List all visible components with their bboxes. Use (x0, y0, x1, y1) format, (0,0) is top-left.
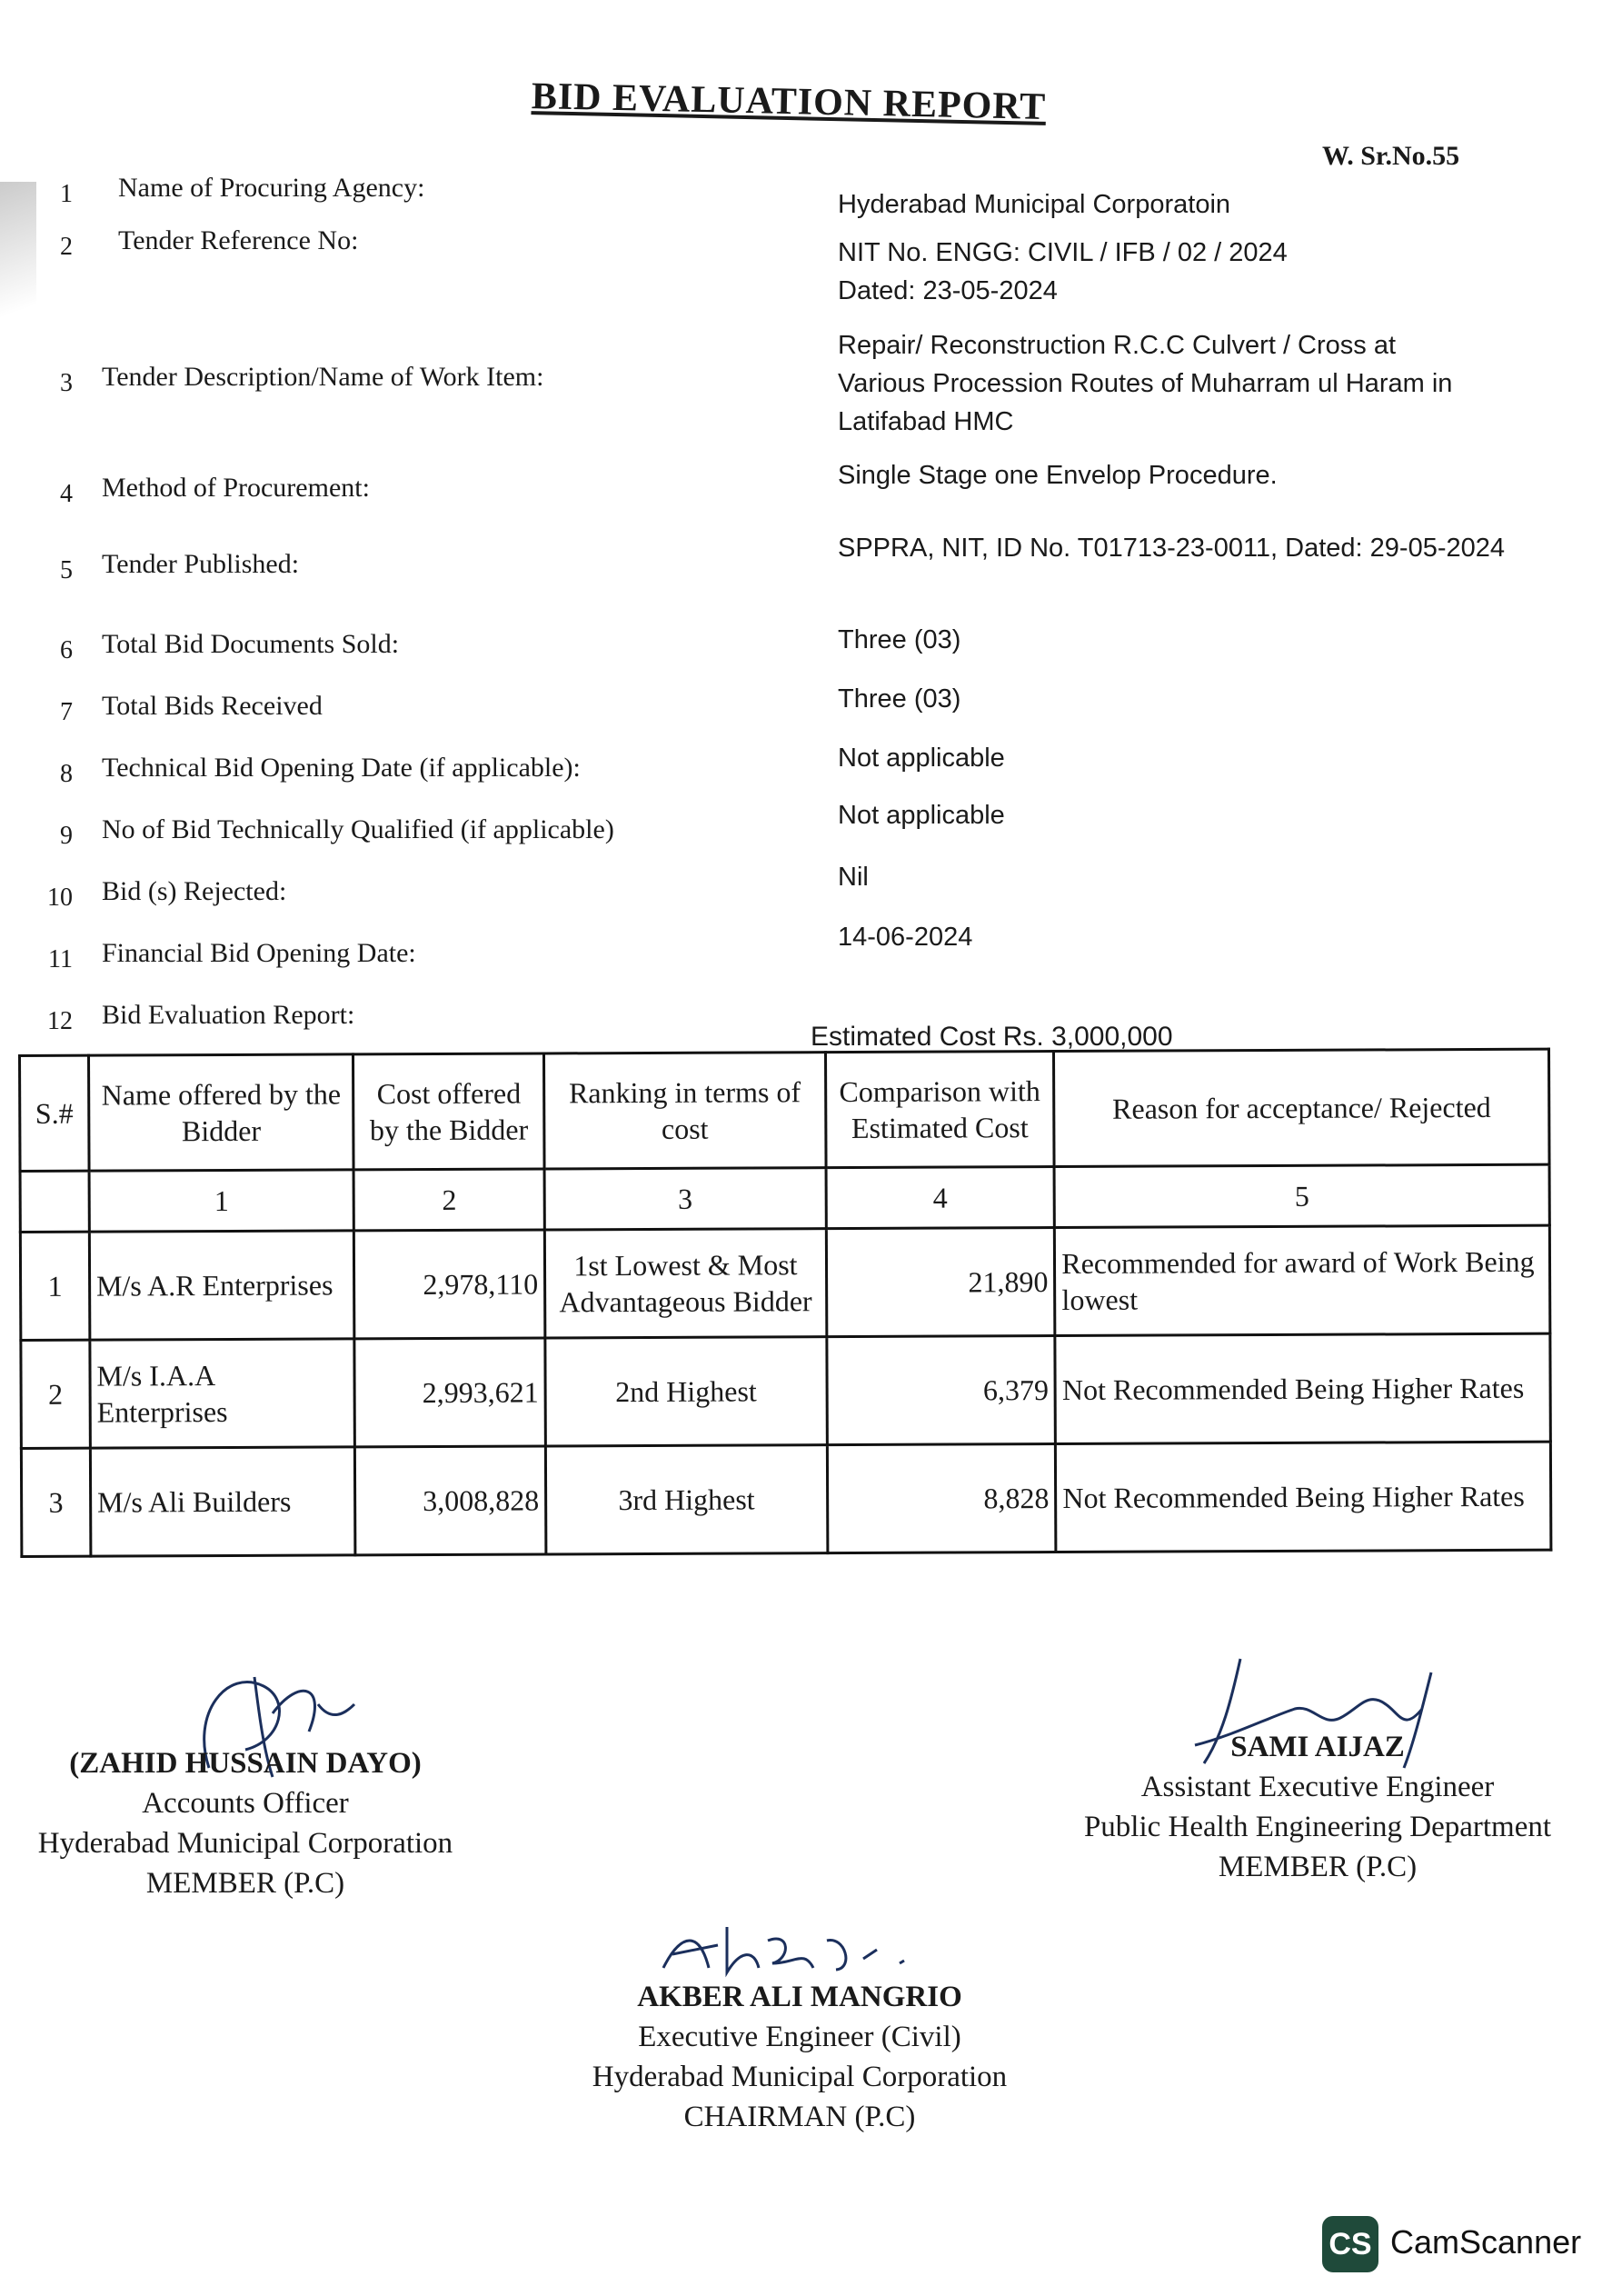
signatory-right-org: Public Health Engineering Department (1083, 1811, 1552, 1843)
item-label: Total Bid Documents Sold: (102, 629, 400, 659)
item-label: Tender Published: (102, 549, 300, 579)
bid-table-index-row (20, 1164, 1549, 1232)
item-number: 9 (60, 822, 73, 850)
item-value: Repair/ Reconstruction R.C.C Culvert / Cross at (838, 331, 1397, 360)
header-reason: Reason for acceptance/ Rejected (1054, 1049, 1549, 1166)
table-row (21, 1442, 1551, 1556)
signatory-right-title: Assistant Executive Engineer (1140, 1771, 1495, 1803)
item-number: 8 (60, 760, 73, 788)
item-label: Total Bids Received (102, 691, 323, 721)
signatory-left-name: (ZAHID HUSSAIN DAYO) (69, 1747, 422, 1780)
header-sn: S.# (20, 1055, 89, 1171)
signatory-right-role: MEMBER (P.C) (1218, 1851, 1418, 1883)
row-ranking: 2nd Highest (545, 1337, 827, 1446)
item-number: 6 (60, 636, 73, 664)
row-sn: 1 (20, 1232, 89, 1340)
signatory-center-org: Hyderabad Municipal Corporation (592, 2061, 1008, 2093)
signatory-center-role: CHAIRMAN (P.C) (683, 2101, 916, 2133)
item-number: 2 (60, 233, 73, 261)
item-value: NIT No. ENGG: CIVIL / IFB / 02 / 2024 (838, 238, 1288, 267)
row-cost: 2,978,110 (354, 1230, 545, 1339)
bid-table (18, 1048, 1552, 1558)
item-label: Bid (s) Rejected: (102, 876, 287, 906)
header-cost: Cost offered by the Bidder (353, 1053, 544, 1170)
item-value: 14-06-2024 (838, 923, 973, 952)
row-bidder-name: M/s Ali Builders (90, 1447, 355, 1556)
signatory-right (1036, 1727, 1599, 1887)
item-value: Latifabad HMC (838, 407, 1014, 436)
row-cost: 2,993,621 (354, 1338, 545, 1447)
signatory-center-title: Executive Engineer (Civil) (638, 2021, 961, 2053)
header-comparison: Comparison with Estimated Cost (825, 1052, 1054, 1168)
table-row (20, 1225, 1550, 1340)
item-number: 10 (47, 883, 73, 912)
item-number: 4 (60, 480, 73, 508)
item-number: 5 (60, 556, 73, 584)
item-label: No of Bid Technically Qualified (if applicable) (102, 814, 614, 844)
camscanner-logo-icon: CS (1322, 2216, 1378, 2272)
row-reason: Not Recommended Being Higher Rates (1056, 1442, 1551, 1552)
item-number: 12 (47, 1007, 73, 1035)
item-label: Tender Description/Name of Work Item: (102, 362, 544, 392)
row-bidder-name: M/s A.R Enterprises (89, 1231, 354, 1340)
row-comparison: 6,379 (827, 1336, 1056, 1445)
row-sn: 3 (21, 1448, 90, 1556)
index-cell: 1 (89, 1170, 354, 1232)
estimated-cost: Estimated Cost Rs. 3,000,000 (811, 1022, 1173, 1052)
index-cell: 5 (1054, 1164, 1549, 1227)
item-number: 11 (48, 945, 73, 973)
row-comparison: 21,890 (826, 1228, 1055, 1337)
item-value: Three (03) (838, 625, 961, 654)
item-number: 1 (60, 180, 73, 208)
report-title: BID EVALUATION REPORT (531, 75, 1047, 128)
item-label: Financial Bid Opening Date: (102, 938, 416, 968)
signatory-left-org: Hyderabad Municipal Corporation (37, 1827, 453, 1860)
item-value: Nil (838, 863, 869, 892)
index-cell: 4 (826, 1167, 1055, 1229)
header-bidder-name: Name offered by the Bidder (88, 1054, 353, 1171)
row-reason: Recommended for award of Work Being lowest (1055, 1225, 1550, 1335)
signatory-left-role: MEMBER (P.C) (145, 1867, 345, 1900)
row-ranking: 3rd Highest (545, 1445, 827, 1554)
row-cost: 3,008,828 (355, 1446, 546, 1555)
signature-center-scribble (654, 1913, 945, 1986)
item-value: Various Procession Routes of Muharram ul Haram in (838, 369, 1453, 398)
item-value: Dated: 23-05-2024 (838, 276, 1058, 305)
row-comparison: 8,828 (827, 1444, 1056, 1553)
scan-footer (0, 2154, 1622, 2296)
header-ranking: Ranking in terms of cost (544, 1053, 826, 1169)
item-number: 3 (60, 369, 73, 397)
page-edge-shadow (0, 182, 36, 364)
row-bidder-name: M/s I.A.A Enterprises (90, 1339, 355, 1448)
item-value: Hyderabad Municipal Corporatoin (838, 190, 1231, 219)
row-reason: Not Recommended Being Higher Rates (1055, 1333, 1550, 1443)
item-value: SPPRA, NIT, ID No. T01713-23-0011, Dated: 29-05-2024 (838, 534, 1506, 563)
row-sn: 2 (21, 1340, 90, 1448)
signatory-left-title: Accounts Officer (142, 1787, 349, 1820)
item-label: Tender Reference No: (118, 225, 359, 255)
item-label: Technical Bid Opening Date (if applicable): (102, 753, 581, 783)
index-cell: 2 (353, 1169, 544, 1231)
signatory-center-name: AKBER ALI MANGRIO (637, 1981, 962, 2013)
item-value: Not applicable (838, 744, 1005, 773)
bid-table-header (20, 1049, 1550, 1171)
serial-number: W. Sr.No.55 (1322, 141, 1460, 171)
table-row (21, 1333, 1551, 1448)
row-ranking: 1st Lowest & Most Advantageous Bidder (544, 1229, 826, 1338)
item-label: Bid Evaluation Report: (102, 1000, 355, 1030)
signatory-center (473, 1977, 1127, 2137)
item-label: Name of Procuring Agency: (118, 173, 425, 203)
item-value: Three (03) (838, 684, 961, 714)
item-value: Not applicable (838, 801, 1005, 830)
signatory-left (27, 1743, 463, 1903)
camscanner-watermark: CamScanner (1390, 2223, 1582, 2261)
item-label: Method of Procurement: (102, 473, 370, 503)
index-cell: 3 (544, 1168, 826, 1230)
item-number: 7 (60, 698, 73, 726)
signatory-right-name: SAMI AIJAZ (1230, 1731, 1405, 1763)
item-value: Single Stage one Envelop Procedure. (838, 461, 1278, 490)
index-cell (20, 1171, 89, 1232)
